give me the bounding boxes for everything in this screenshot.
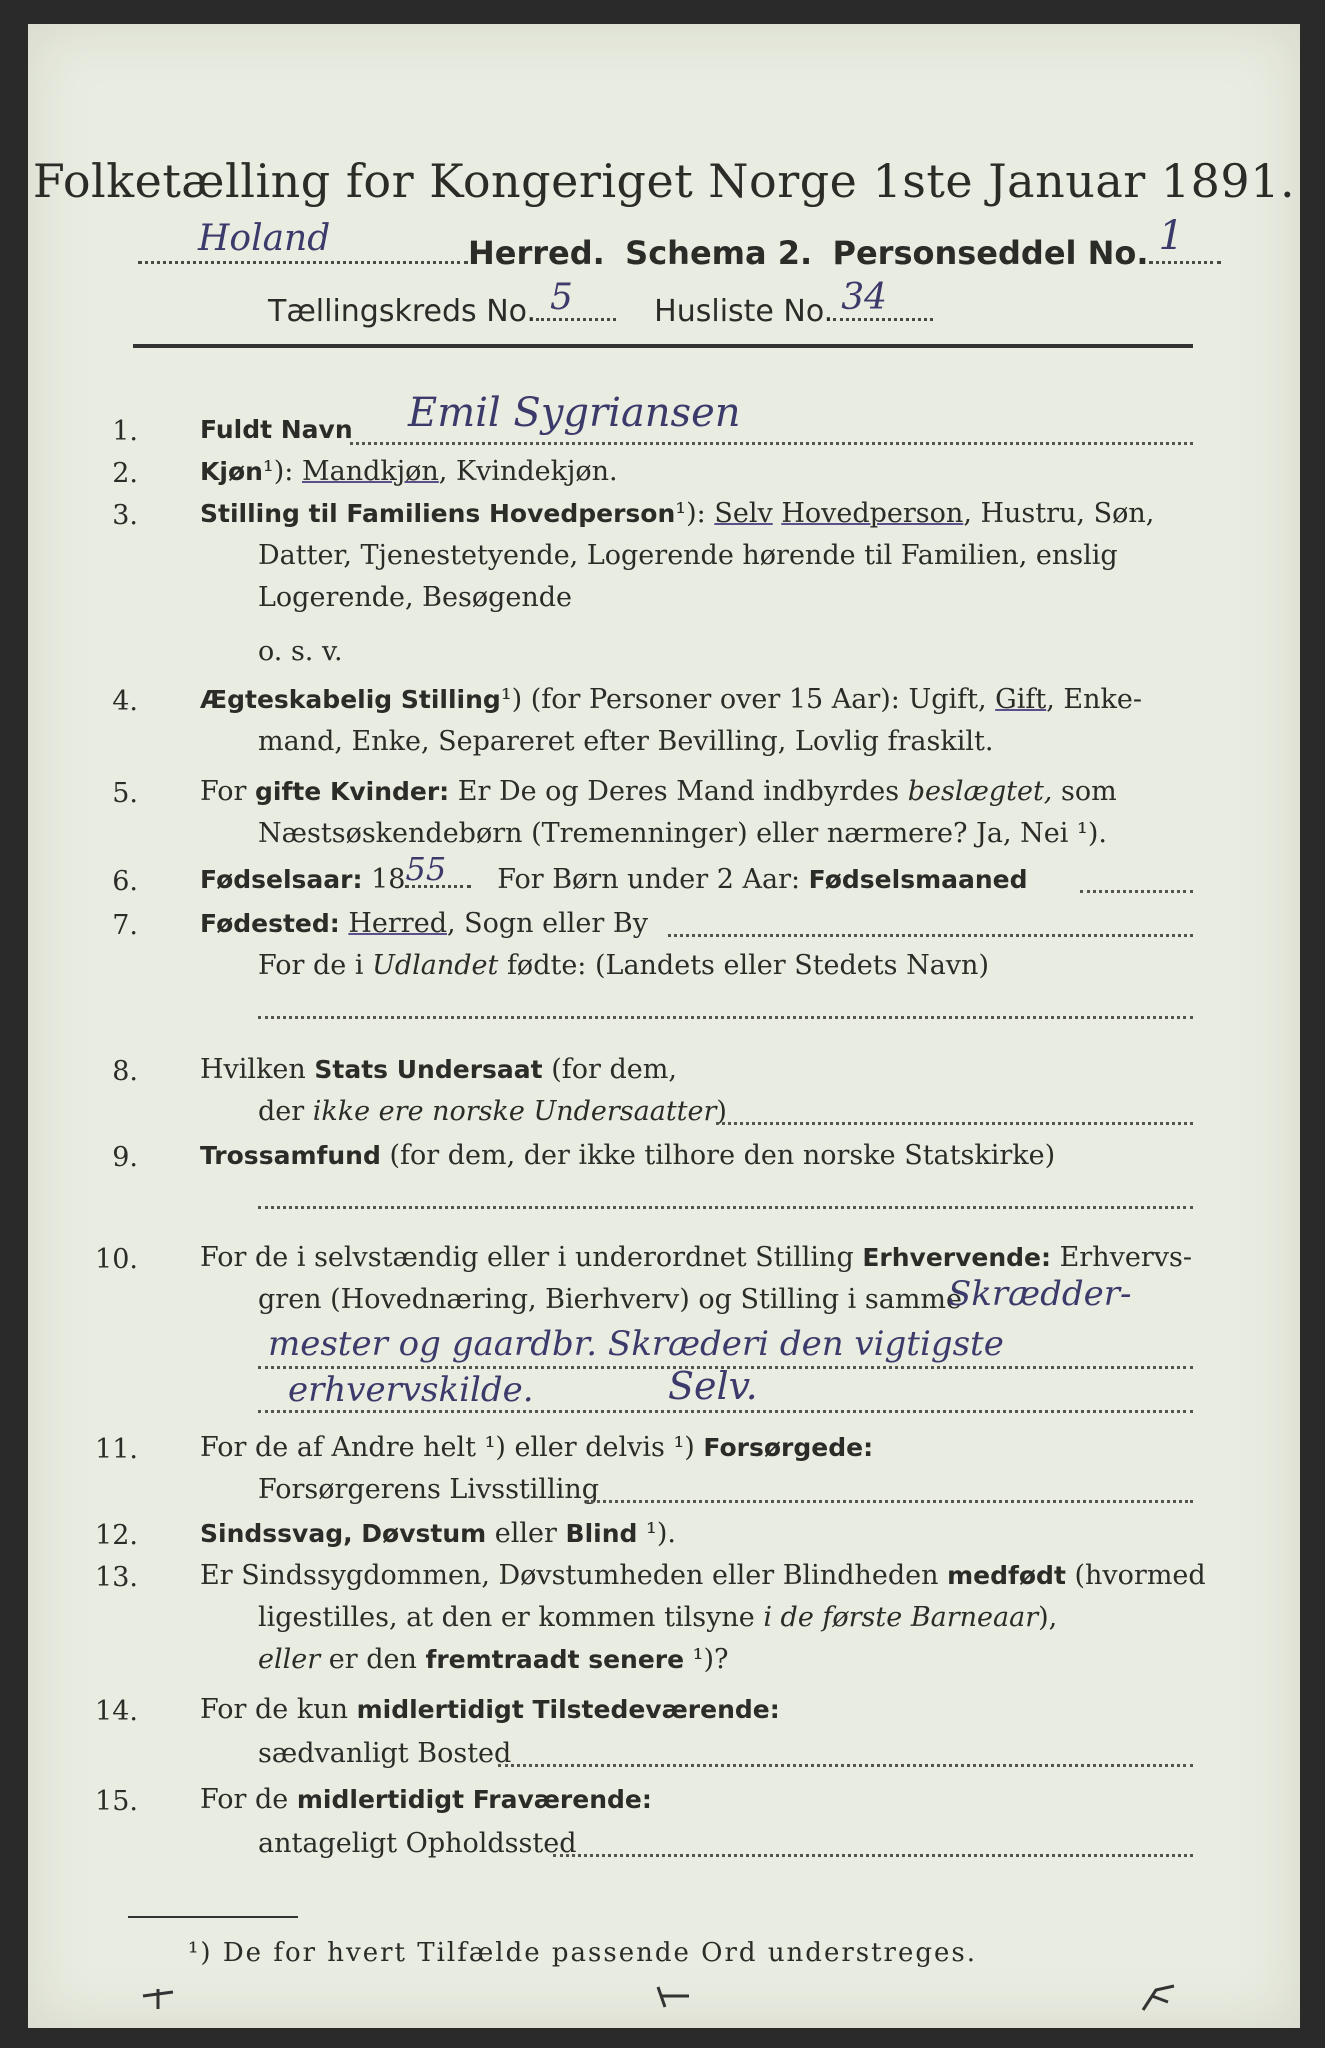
husliste-field xyxy=(833,277,933,321)
item-3 xyxy=(200,500,1154,527)
item-12-mid: eller xyxy=(486,1518,566,1549)
item-3-option-hovedperson: Hovedperson xyxy=(781,498,964,529)
item-8-prefix: Hvilken xyxy=(200,1054,315,1085)
item-4-label: Ægteskabelig Stilling xyxy=(200,685,501,714)
item-7-line-2 xyxy=(258,952,989,979)
item-9-label: Trossamfund xyxy=(200,1141,381,1170)
herred-label: Herred. xyxy=(468,234,605,272)
item-10-rest: Erhvervs- xyxy=(1051,1242,1192,1273)
item-4-option-gift: Gift xyxy=(995,684,1047,715)
footnote: ¹) De for hvert Tilfælde passende Ord understreges. xyxy=(188,1938,978,1968)
item-2-rest: , Kvindekjøn. xyxy=(438,456,618,487)
item-15-number: 15. xyxy=(95,1786,138,1817)
item-7-label: Fødested: xyxy=(200,909,340,938)
item-7-field xyxy=(668,934,1193,937)
herred-value: Holand xyxy=(198,218,331,259)
item-1-field xyxy=(350,442,1193,445)
item-10 xyxy=(200,1244,1192,1271)
item-4-rest: , Enke- xyxy=(1046,684,1142,715)
item-13-line-3-italic: eller xyxy=(258,1644,321,1675)
item-5-italic: beslægtet, xyxy=(907,776,1053,807)
item-6-label-2: Fødselsmaaned xyxy=(808,865,1028,894)
item-2-footnote-ref: ¹): xyxy=(262,456,294,487)
binding-mark-left-icon xyxy=(138,1984,178,2014)
item-14-number: 14. xyxy=(95,1696,138,1727)
item-8-number: 8. xyxy=(112,1056,138,1087)
item-13 xyxy=(200,1562,1206,1589)
item-5-text: Er De og Deres Mand indbyrdes xyxy=(449,776,908,807)
item-8-line-2-c: ) xyxy=(716,1096,727,1127)
binding-mark-center-icon xyxy=(653,1982,693,2012)
item-10-value-2: mester og gaardbr. Skræderi den vigtigste xyxy=(268,1324,1004,1364)
item-11 xyxy=(200,1434,873,1461)
item-5-prefix: For xyxy=(200,776,256,807)
item-3-line-2: Datter, Tjenestetyende, Logerende hørende til Familien, enslig xyxy=(258,540,1118,571)
taellingskreds-field xyxy=(536,277,616,321)
husliste-value: 34 xyxy=(841,277,888,318)
item-6 xyxy=(200,850,1028,895)
item-15-prefix: For de xyxy=(200,1784,297,1815)
item-7-option-herred: Herred xyxy=(348,908,447,939)
item-7 xyxy=(200,910,648,937)
item-10-value-1: Skrædder- xyxy=(948,1274,1132,1314)
taellingskreds-line xyxy=(268,277,933,329)
item-8-line-2 xyxy=(258,1098,727,1125)
item-7-rest: , Sogn eller By xyxy=(446,908,648,939)
item-2-number: 2. xyxy=(112,458,138,489)
schema-label: Schema 2. xyxy=(625,234,813,272)
item-2 xyxy=(200,458,618,485)
item-13-line-2-italic: i de første Barneaar xyxy=(763,1602,1039,1633)
item-10-value-3: erhvervskilde. xyxy=(288,1370,534,1410)
item-10-field-2 xyxy=(258,1410,1193,1413)
item-14 xyxy=(200,1696,780,1723)
item-14-field xyxy=(498,1764,1193,1767)
item-6-field xyxy=(405,850,471,888)
census-form-page xyxy=(28,24,1300,2028)
item-3-option-selv: Selv xyxy=(714,498,773,529)
item-5-rest: som xyxy=(1052,776,1117,807)
item-13-line-3-b: er den xyxy=(320,1644,426,1675)
item-7-number: 7. xyxy=(112,910,138,941)
item-11-number: 11. xyxy=(95,1434,138,1465)
item-10-line-2: gren (Hovednæring, Bierhverv) og Stilling i samme xyxy=(258,1284,963,1315)
husliste-label: Husliste No. xyxy=(654,294,834,329)
item-5 xyxy=(200,778,1117,805)
item-13-line-3 xyxy=(258,1646,729,1673)
item-12-number: 12. xyxy=(95,1520,138,1551)
item-6-number: 6. xyxy=(112,866,138,897)
item-3-number: 3. xyxy=(112,500,138,531)
footnote-rule xyxy=(128,1916,298,1918)
item-6-label: Fødselsaar: xyxy=(200,865,363,894)
item-9-field xyxy=(258,1206,1193,1209)
item-3-line-3: Logerende, Besøgende xyxy=(258,582,572,613)
taellingskreds-value: 5 xyxy=(550,277,573,318)
header-rule xyxy=(133,344,1193,348)
item-7-field-2 xyxy=(258,1016,1193,1019)
personseddel-label: Personseddel No. xyxy=(832,234,1149,272)
item-12-label: Sindssvag, Døvstum xyxy=(200,1519,487,1548)
item-13-line-2-c: ), xyxy=(1038,1602,1058,1633)
personseddel-field xyxy=(1149,213,1221,264)
item-3-footnote-ref: ¹): xyxy=(675,498,706,529)
item-14-line-2: sædvanligt Bosted xyxy=(258,1738,512,1769)
item-6-prefix: 18 xyxy=(362,864,406,895)
item-15-field xyxy=(553,1854,1193,1857)
item-13-number: 13. xyxy=(95,1562,138,1593)
item-7-line-2-italic: Udlandet xyxy=(372,950,499,981)
item-8-label: Stats Undersaat xyxy=(314,1055,543,1084)
item-7-line-2-c: fødte: (Landets eller Stedets Navn) xyxy=(498,950,989,981)
item-15 xyxy=(200,1786,652,1813)
item-8-line-2-italic: ikke ere norske Undersaatter xyxy=(312,1096,717,1127)
item-10-prefix: For de i selvstændig eller i underordnet Stilling xyxy=(200,1242,863,1273)
item-3-label: Stilling til Familiens Hovedperson xyxy=(200,499,676,528)
item-11-line-2: Forsørgerens Livsstilling xyxy=(258,1474,600,1505)
item-13-rest: (hvormed xyxy=(1065,1560,1206,1591)
item-12 xyxy=(200,1520,676,1547)
binding-mark-right-icon xyxy=(1138,1980,1178,2014)
item-5-line-2: Næstsøskendebørn (Tremenninger) eller nærmere? Ja, Nei ¹). xyxy=(258,818,1107,849)
item-1-number: 1. xyxy=(112,416,138,447)
item-13-label: medfødt xyxy=(947,1561,1066,1590)
item-8-field xyxy=(716,1122,1193,1125)
herred-field xyxy=(138,218,468,264)
item-13-line-3-label: fremtraadt senere xyxy=(425,1645,685,1674)
item-3-rest: , Hustru, Søn, xyxy=(963,498,1155,529)
item-6-value: 55 xyxy=(405,850,447,888)
item-14-label: midlertidigt Tilstedeværende: xyxy=(356,1695,780,1724)
item-4-footnote-ref: ¹) xyxy=(500,684,523,715)
item-4-line-2: mand, Enke, Separeret efter Bevilling, Lovlig fraskilt. xyxy=(258,726,994,757)
item-10-label: Erhvervende: xyxy=(862,1243,1052,1272)
item-3-line-4: o. s. v. xyxy=(258,636,343,667)
item-13-line-2-a: ligestilles, at den er kommen tilsyne xyxy=(258,1602,764,1633)
item-1-label: Fuldt Navn xyxy=(200,415,353,444)
item-8-rest: (for dem, xyxy=(542,1054,677,1085)
item-9-number: 9. xyxy=(112,1142,138,1173)
item-14-prefix: For de kun xyxy=(200,1694,357,1725)
personseddel-value: 1 xyxy=(1158,213,1184,259)
form-title: Folketælling for Kongeriget Norge 1ste Januar 1891. xyxy=(32,154,1296,208)
item-15-line-2: antageligt Opholdssted xyxy=(258,1828,577,1859)
item-4-number: 4. xyxy=(112,686,138,717)
item-15-label: midlertidigt Fraværende: xyxy=(296,1785,652,1814)
item-4 xyxy=(200,686,1142,713)
item-5-label: gifte Kvinder: xyxy=(255,777,450,806)
taellingskreds-label: Tællingskreds No. xyxy=(268,294,536,329)
item-12-rest: ¹). xyxy=(637,1518,676,1549)
item-13-line-3-d: ¹)? xyxy=(684,1644,729,1675)
item-9-text: (for dem, der ikke tilhore den norske Statskirke) xyxy=(380,1140,1056,1171)
item-6-mid: For Børn under 2 Aar: xyxy=(497,864,809,895)
item-8 xyxy=(200,1056,677,1083)
item-9 xyxy=(200,1142,1055,1169)
item-4-text: (for Personer over 15 Aar): Ugift, xyxy=(522,684,996,715)
herred-line xyxy=(138,213,1221,272)
item-2-option-mandkjon: Mandkjøn xyxy=(301,456,439,487)
item-11-prefix: For de af Andre helt ¹) eller delvis ¹) xyxy=(200,1432,704,1463)
item-11-field xyxy=(586,1500,1193,1503)
item-5-number: 5. xyxy=(112,778,138,809)
item-6-month-field xyxy=(1080,890,1193,893)
item-12-label-2: Blind xyxy=(565,1519,638,1548)
item-11-label: Forsørgede: xyxy=(703,1433,874,1462)
item-8-line-2-a: der xyxy=(258,1096,313,1127)
item-7-line-2-a: For de i xyxy=(258,950,373,981)
item-2-label: Kjøn xyxy=(200,457,263,486)
item-10-value-4: Selv. xyxy=(668,1364,758,1408)
item-10-number: 10. xyxy=(95,1244,138,1275)
item-1 xyxy=(200,416,353,443)
item-13-line-2 xyxy=(258,1604,1057,1631)
item-13-prefix: Er Sindssygdommen, Døvstumheden eller Blindheden xyxy=(200,1560,948,1591)
item-1-value: Emil Sygriansen xyxy=(408,390,741,436)
